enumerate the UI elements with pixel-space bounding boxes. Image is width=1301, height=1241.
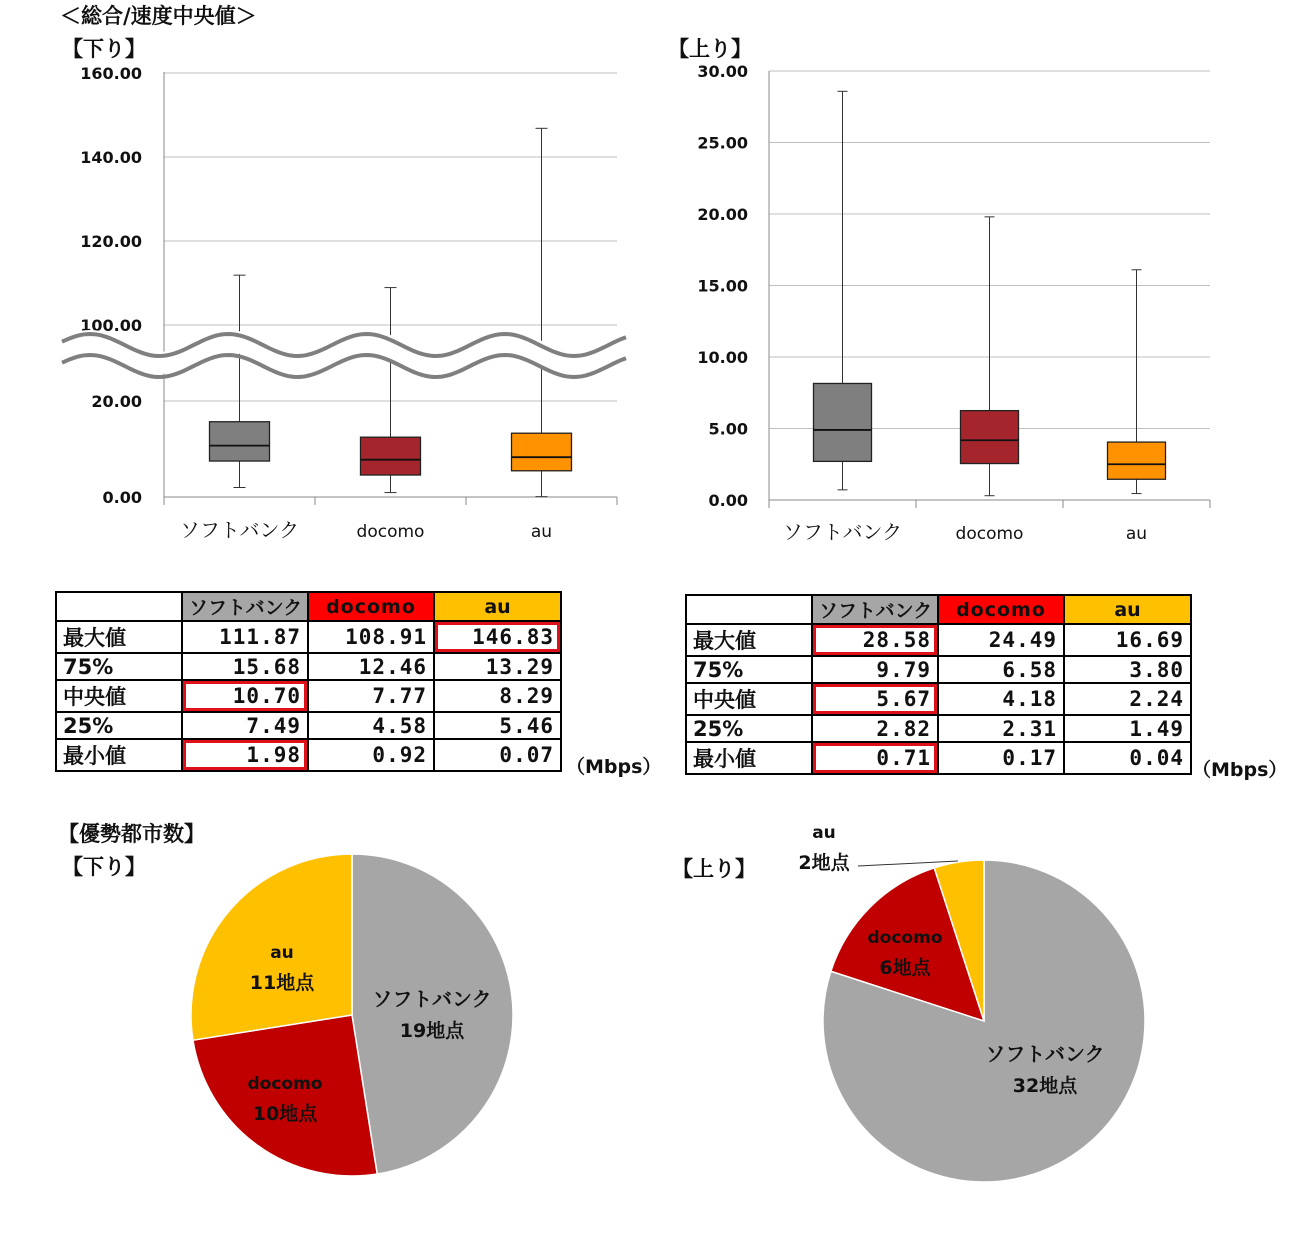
download-pie-title: 【下り】 — [62, 854, 146, 879]
download-unit-label: （Mbps） — [566, 756, 662, 778]
column-header: au — [1064, 595, 1191, 624]
table-cell: 0.04 — [1064, 742, 1191, 774]
slice-name-label: ソフトバンク — [985, 1042, 1105, 1066]
table-cell: 8.29 — [434, 680, 561, 712]
row-label: 最小値 — [56, 739, 182, 771]
slice-count-label: 6地点 — [879, 957, 931, 979]
y-tick-label: 120.00 — [80, 232, 142, 251]
x-category-label: ソフトバンク — [179, 518, 300, 542]
slice-name-label: au — [270, 943, 294, 963]
column-header: ソフトバンク — [812, 595, 938, 624]
row-label: 中央値 — [56, 680, 182, 712]
x-category-label: ソフトバンク — [782, 520, 903, 544]
y-tick-label: 20.00 — [697, 205, 748, 224]
table-cell: 15.68 — [182, 653, 308, 680]
table-cell: 4.58 — [308, 712, 434, 739]
row-label: 中央値 — [686, 683, 812, 715]
table-cell: 16.69 — [1064, 624, 1191, 656]
slice-name-label: docomo — [247, 1074, 323, 1094]
table-cell: 2.31 — [938, 715, 1064, 742]
row-label: 25% — [686, 715, 812, 742]
table-cell: 0.17 — [938, 742, 1064, 774]
slice-count-label: 2地点 — [798, 852, 850, 874]
table-cell: 0.07 — [434, 739, 561, 771]
y-tick-label: 25.00 — [697, 133, 748, 153]
y-tick-label: 30.00 — [697, 62, 748, 81]
y-tick-label: 15.00 — [697, 276, 748, 296]
table-cell: 111.87 — [182, 621, 308, 653]
highlighted-cell: 28.58 — [812, 624, 938, 656]
table-cell: 9.79 — [812, 656, 938, 683]
slice-count-label: 10地点 — [252, 1103, 318, 1125]
table-cell: 0.92 — [308, 739, 434, 771]
highlighted-cell: 10.70 — [182, 680, 308, 712]
column-header: docomo — [308, 592, 434, 621]
y-tick-label: 0.00 — [102, 488, 142, 507]
slice-count-label: 11地点 — [249, 972, 315, 994]
y-tick-label: 160.00 — [80, 64, 142, 83]
slice-name-label: ソフトバンク — [372, 987, 492, 1011]
page-title: ＜総合/速度中央値＞ — [60, 3, 257, 28]
row-label: 最大値 — [686, 624, 812, 656]
x-category-label: docomo — [955, 524, 1024, 544]
column-header: au — [434, 592, 561, 621]
x-category-label: au — [1125, 524, 1148, 544]
table-cell: 2.24 — [1064, 683, 1191, 715]
dominant-cities-title: 【優勢都市数】 — [58, 821, 205, 846]
table-cell: 4.18 — [938, 683, 1064, 715]
row-label: 25% — [56, 712, 182, 739]
table-cell: 2.82 — [812, 715, 938, 742]
slice-name-label: docomo — [867, 928, 943, 948]
highlighted-cell: 1.98 — [182, 739, 308, 771]
y-tick-label: 5.00 — [708, 419, 748, 439]
highlighted-cell: 146.83 — [434, 621, 561, 653]
table-cell: 5.46 — [434, 712, 561, 739]
table-cell: 13.29 — [434, 653, 561, 680]
row-label: 75% — [686, 656, 812, 683]
x-category-label: au — [530, 522, 553, 542]
upload-boxplot-title: 【上り】 — [668, 36, 752, 61]
y-tick-label: 0.00 — [708, 491, 748, 510]
upload-unit-label: （Mbps） — [1192, 759, 1288, 781]
download-boxplot-title: 【下り】 — [62, 36, 146, 61]
table-cell: 3.80 — [1064, 656, 1191, 683]
y-tick-label: 10.00 — [697, 348, 748, 367]
y-tick-label: 20.00 — [91, 392, 142, 411]
y-tick-label: 140.00 — [80, 148, 142, 167]
table-cell: 24.49 — [938, 624, 1064, 656]
slice-name-label: au — [812, 823, 836, 843]
slice-count-label: 32地点 — [1012, 1075, 1078, 1097]
x-category-label: docomo — [356, 522, 425, 542]
row-label: 75% — [56, 653, 182, 680]
highlighted-cell: 0.71 — [812, 742, 938, 774]
table-cell: 108.91 — [308, 621, 434, 653]
column-header: docomo — [938, 595, 1064, 624]
y-tick-label: 100.00 — [80, 316, 142, 335]
row-label: 最大値 — [56, 621, 182, 653]
table-cell: 6.58 — [938, 656, 1064, 683]
column-header: ソフトバンク — [182, 592, 308, 621]
upload-pie-title: 【上り】 — [672, 856, 756, 881]
table-cell: 7.77 — [308, 680, 434, 712]
highlighted-cell: 5.67 — [812, 683, 938, 715]
table-cell: 7.49 — [182, 712, 308, 739]
table-cell: 1.49 — [1064, 715, 1191, 742]
slice-count-label: 19地点 — [399, 1020, 465, 1042]
table-cell: 12.46 — [308, 653, 434, 680]
row-label: 最小値 — [686, 742, 812, 774]
